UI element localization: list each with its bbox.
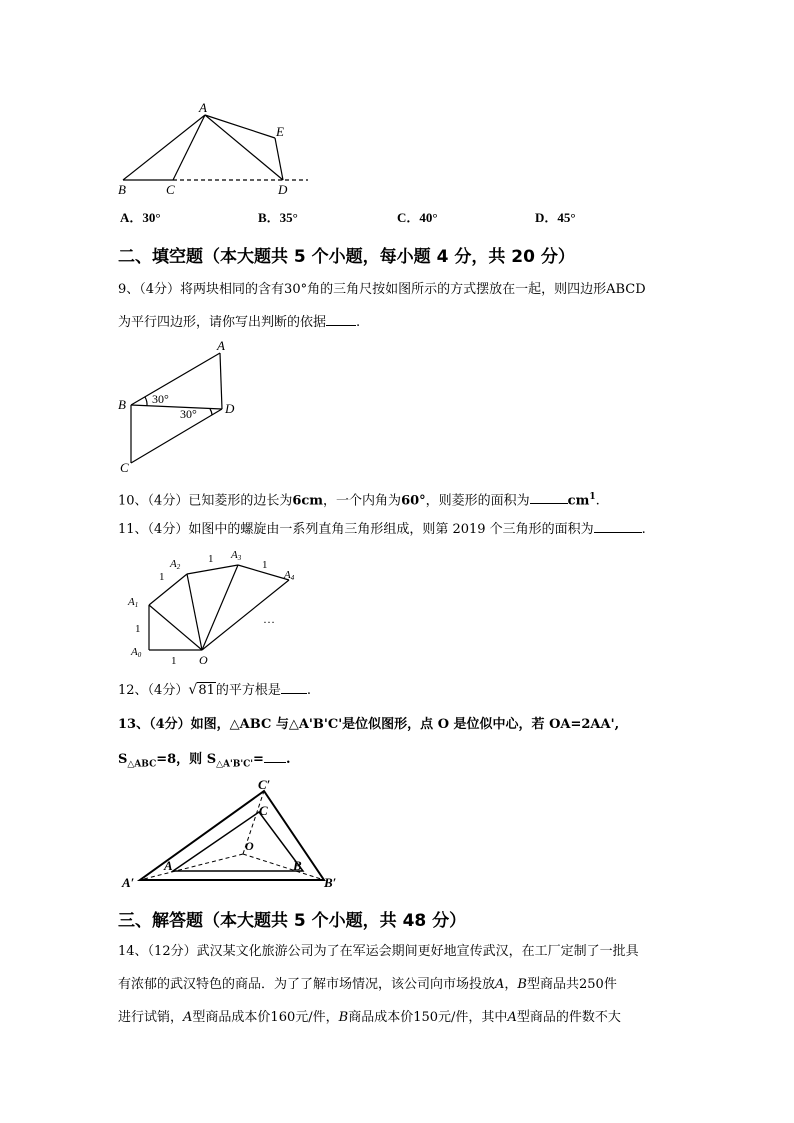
q8-option-b xyxy=(258,207,298,226)
q13-subscript: △A'B'C' xyxy=(216,759,254,770)
q12-line xyxy=(118,679,311,701)
q13-text: = xyxy=(253,752,264,767)
option-value: 30° xyxy=(142,210,161,225)
q13-period: . xyxy=(285,752,291,767)
q9-line-1: 9、（4分）将两块相同的含有30°角的三角尺按如图所示的方式摆放在一起，则四边形ABCD xyxy=(118,282,646,297)
label-a0: A0 xyxy=(131,646,142,659)
q10-side: 6cm xyxy=(292,493,324,509)
label-b: B xyxy=(118,182,126,197)
segment-ba xyxy=(131,353,220,405)
label-b: B xyxy=(118,397,126,412)
q14-text: 元/件， xyxy=(295,1010,339,1025)
answer-blank[interactable] xyxy=(594,518,642,533)
label-a4: A4 xyxy=(284,569,295,582)
q14-var: B xyxy=(338,1010,349,1025)
sqrt-expression xyxy=(188,681,216,701)
q14-number: 150 xyxy=(413,1010,439,1025)
label-a3: A3 xyxy=(231,549,242,562)
q14-number: 160 xyxy=(270,1010,296,1025)
q14-text: 有浓郁的武汉特色的商品．为了了解市场情况，该公司向市场投放 xyxy=(118,977,496,992)
q8-option-c xyxy=(397,207,438,226)
q13-line-2 xyxy=(118,748,290,775)
answer-blank[interactable] xyxy=(530,489,568,504)
option-value: 35° xyxy=(279,210,298,225)
sqrt-symbol-icon: √ xyxy=(188,682,198,698)
figure-q13 xyxy=(118,775,348,895)
q8-option-a xyxy=(120,207,161,226)
q10-period: . xyxy=(595,493,600,509)
segment-ad xyxy=(220,353,222,409)
q14-text: 元/件，其中 xyxy=(438,1010,508,1025)
q13-text: =8，则 S xyxy=(156,752,217,767)
segment-ac xyxy=(173,115,205,180)
option-letter: D． xyxy=(535,210,558,225)
q14-var: A xyxy=(495,977,505,992)
segment-a4-o xyxy=(202,580,289,650)
label-a: A xyxy=(164,858,173,873)
option-letter: A． xyxy=(120,210,143,225)
segment-a2-a3 xyxy=(187,565,238,574)
segment-a3-o xyxy=(202,565,238,650)
q10-unit: cm xyxy=(567,493,590,509)
length-label: 1 xyxy=(208,553,214,565)
label-e: E xyxy=(276,124,284,139)
q8-option-d xyxy=(535,207,576,226)
segment-o-b-prime xyxy=(243,854,324,880)
angle-label-1: 30° xyxy=(152,392,169,406)
q12-text: 12、（4分） xyxy=(118,683,189,698)
q14-line-2 xyxy=(118,975,617,995)
q11-text: 11、（4分）如图中的螺旋由一系列直角三角形组成，则第 2019 个三角形的面积为 xyxy=(118,522,594,537)
segment-ae xyxy=(205,115,275,138)
q14-text: 商品成本价 xyxy=(348,1010,414,1025)
segment-a1-a2 xyxy=(149,574,187,605)
label-b: B xyxy=(293,858,302,873)
q10-angle: 60° xyxy=(401,493,426,509)
length-label: 1 xyxy=(262,559,268,571)
segment-bd xyxy=(131,405,222,409)
q12-text: 的平方根是 xyxy=(215,683,281,698)
label-a1: A1 xyxy=(128,596,139,609)
q14-text: 件 xyxy=(603,977,617,992)
q14-text: 型商品成本价 xyxy=(192,1010,271,1025)
label-b-prime: B′ xyxy=(324,875,337,890)
q12-period: . xyxy=(306,683,312,698)
option-letter: B． xyxy=(258,210,280,225)
q9-line-2 xyxy=(118,311,360,333)
q13-text: S xyxy=(118,752,128,767)
segment-ad xyxy=(205,115,283,180)
option-value: 40° xyxy=(419,210,438,225)
section-3-heading: 三、解答题（本大题共 5 个小题，共 48 分） xyxy=(118,911,467,931)
q12-radicand: 81 xyxy=(198,683,215,698)
q14-var: A xyxy=(183,1010,193,1025)
q13-subscript: △ABC xyxy=(127,759,157,770)
q14-text: 型商品的件数不大 xyxy=(516,1010,621,1025)
continuation-dots: … xyxy=(263,612,275,626)
label-c: C xyxy=(259,803,268,818)
segment-ab xyxy=(123,115,205,180)
q10-text: ，则菱形的面积为 xyxy=(425,493,530,509)
q14-number: 250 xyxy=(579,977,604,992)
length-label: 1 xyxy=(159,571,165,583)
q14-line-1: 14、（12分）武汉某文化旅游公司为了在军运会期间更好地宣传武汉，在工厂定制了一批具 xyxy=(118,944,639,959)
q14-text: 进行试销， xyxy=(118,1010,184,1025)
label-o: O xyxy=(199,653,208,667)
q10-line xyxy=(118,487,600,511)
label-a-prime: A′ xyxy=(122,875,135,890)
option-value: 45° xyxy=(557,210,576,225)
length-label: 1 xyxy=(171,655,177,667)
label-a2: A2 xyxy=(170,558,181,571)
figure-q11 xyxy=(122,545,307,670)
q10-text: 10、（4分）已知菱形的边长为 xyxy=(118,493,293,509)
figure-q8 xyxy=(110,98,320,198)
q14-text: ， xyxy=(504,977,518,992)
option-letter: C． xyxy=(397,210,420,225)
q14-var: B xyxy=(517,977,527,992)
length-label: 1 xyxy=(135,623,141,635)
angle-arc-b xyxy=(145,397,147,406)
q10-unit-exponent: 1 xyxy=(589,492,596,502)
q13-line-1: 13、（4分）如图，△ABC 与△A'B'C'是位似图形，点 O 是位似中心，若 OA=2AA', xyxy=(118,717,620,732)
segment-cd xyxy=(131,409,222,463)
q14-var: A xyxy=(507,1010,517,1025)
section-2-heading: 二、填空题（本大题共 5 个小题，每小题 4 分，共 20 分） xyxy=(118,247,575,267)
label-d: D xyxy=(278,182,288,197)
q9-period: . xyxy=(356,315,361,330)
figure-q9 xyxy=(112,338,242,478)
label-c: C xyxy=(120,460,129,475)
q9-text: 为平行四边形，请你写出判断的依据 xyxy=(118,315,327,330)
label-o: O xyxy=(245,839,254,853)
answer-blank[interactable] xyxy=(264,748,286,763)
q11-period: . xyxy=(641,522,646,537)
q14-text: 型商品共 xyxy=(526,977,579,992)
label-c: C xyxy=(166,182,175,197)
q10-text: ，一个内角为 xyxy=(323,493,402,509)
label-a: A xyxy=(217,338,225,353)
label-a: A xyxy=(199,100,207,115)
answer-blank[interactable] xyxy=(326,311,356,326)
angle-arc-d xyxy=(210,409,212,415)
label-d: D xyxy=(225,401,235,416)
answer-blank[interactable] xyxy=(281,679,307,694)
q11-line xyxy=(118,518,646,540)
label-c-prime: C′ xyxy=(258,777,271,792)
q14-line-3 xyxy=(118,1008,621,1028)
angle-label-2: 30° xyxy=(180,407,197,421)
